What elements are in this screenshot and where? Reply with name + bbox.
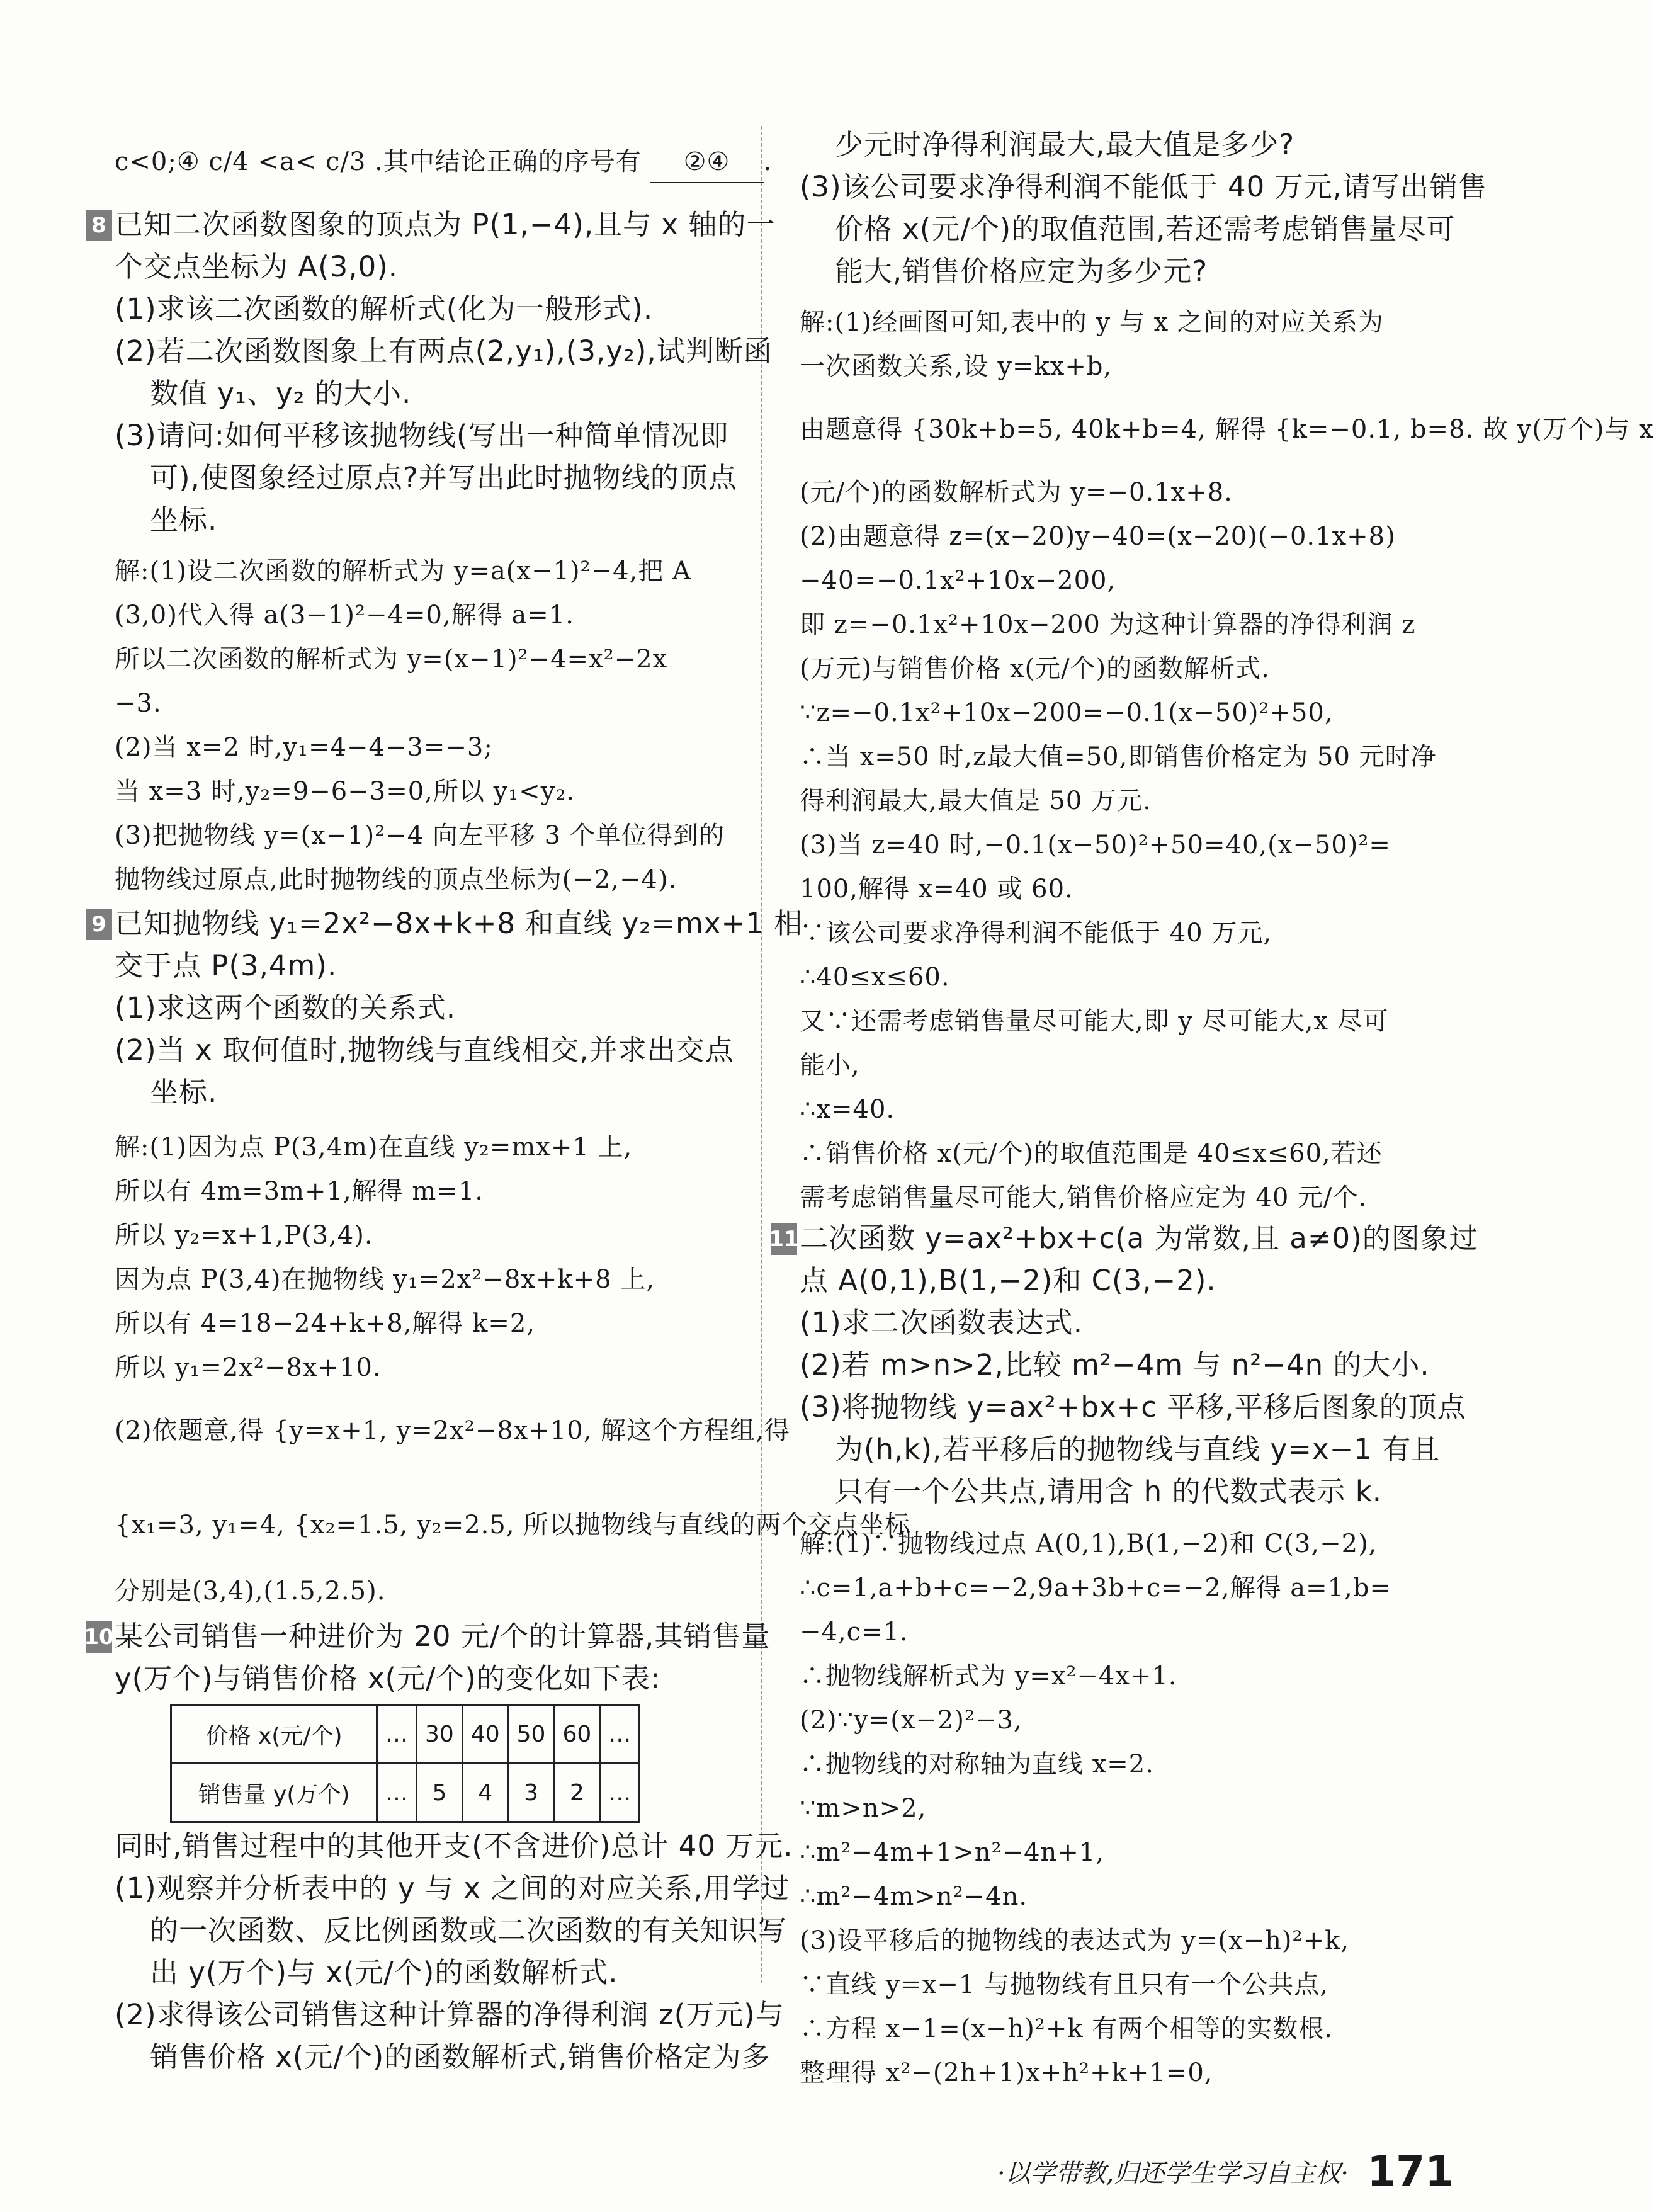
q10c-line-3: 价格 x(元/个)的取值范围,若还需考虑销售量尽可 (835, 212, 1456, 246)
table-cell: 2 (554, 1764, 600, 1822)
question-number-11: 11 (771, 1223, 797, 1255)
table-cell: 50 (508, 1705, 554, 1764)
s10-line-9: ∵z=−0.1x²+10x−200=−0.1(x−50)²+50, (800, 698, 1334, 727)
q10b-line-2: (1)观察并分析表中的 y 与 x 之间的对应关系,用学过 (115, 1871, 790, 1905)
s10-line-5: (2)由题意得 z=(x−20)y−40=(x−20)(−0.1x+8) (800, 522, 1396, 551)
question-number-8: 8 (86, 210, 112, 241)
q9-line-1: 已知抛物线 y₁=2x²−8x+k+8 和直线 y₂=mx+1 相 (115, 907, 803, 940)
s9-line-4: 因为点 P(3,4)在抛物线 y₁=2x²−8x+k+8 上, (115, 1265, 655, 1294)
s10-line-14: ∵该公司要求净得利润不能低于 40 万元, (800, 919, 1272, 948)
s10-line-6: −40=−0.1x²+10x−200, (800, 566, 1116, 595)
s10-line-11: 得利润最大,最大值是 50 万元. (800, 786, 1152, 815)
s10-line-17: 能小, (800, 1051, 860, 1080)
s10-line-13: 100,解得 x=40 或 60. (800, 875, 1073, 904)
s10-line-1: 解:(1)经画图可知,表中的 y 与 x 之间的对应关系为 (800, 308, 1384, 337)
s9-line-1: 解:(1)因为点 P(3,4m)在直线 y₂=mx+1 上, (115, 1133, 633, 1162)
s8-line-8: 抛物线过原点,此时抛物线的顶点坐标为(−2,−4). (115, 865, 677, 894)
page-number: 171 (1367, 2147, 1454, 2196)
q10b-line-1: 同时,销售过程中的其他开支(不含进价)总计 40 万元. (115, 1829, 793, 1863)
q10-line-2: y(万个)与销售价格 x(元/个)的变化如下表: (115, 1662, 661, 1695)
price-sales-table (170, 1704, 640, 1823)
question-number-9: 9 (86, 909, 112, 940)
s11-line-2: ∴c=1,a+b+c=−2,9a+3b+c=−2,解得 a=1,b= (800, 1574, 1391, 1602)
q7-answer: ②④ (650, 142, 764, 183)
q8-line-4: (2)若二次函数图象上有两点(2,y₁),(3,y₂),试判断函 (115, 334, 773, 368)
q11-line-3: (1)求二次函数表达式. (800, 1306, 1084, 1339)
q10b-line-5: (2)求得该公司销售这种计算器的净得利润 z(万元)与 (115, 1998, 785, 2031)
table-cell: 4 (462, 1764, 508, 1822)
s8-line-4: −3. (115, 689, 162, 718)
s9-line-3: 所以 y₂=x+1,P(3,4). (115, 1221, 373, 1250)
table-cell: 40 (462, 1705, 508, 1764)
s10-line-19: ∴销售价格 x(元/个)的取值范围是 40≤x≤60,若还 (800, 1139, 1383, 1168)
s11-line-13: 整理得 x²−(2h+1)x+h²+k+1=0, (800, 2058, 1213, 2087)
q11-line-6: 为(h,k),若平移后的抛物线与直线 y=x−1 有且 (835, 1432, 1441, 1466)
s9-line-8: {x₁=3, y₁=4, {x₂=1.5, y₂=2.5, 所以抛物线与直线的两个交点坐标 (115, 1511, 911, 1540)
q10c-line-4: 能大,销售价格应定为多少元? (835, 254, 1208, 288)
s11-line-12: ∴方程 x−1=(x−h)²+k 有两个相等的实数根. (800, 2014, 1334, 2043)
s11-line-1: 解:(1)∵抛物线过点 A(0,1),B(1,−2)和 C(3,−2), (800, 1529, 1378, 1558)
s8-line-3: 所以二次函数的解析式为 y=(x−1)²−4=x²−2x (115, 645, 668, 674)
q10c-line-1: 少元时净得利润最大,最大值是多少? (835, 128, 1295, 161)
q7-tail-text: c<0;④ c/4 <a< c/3 .其中结论正确的序号有 (115, 147, 642, 176)
s10-line-12: (3)当 z=40 时,−0.1(x−50)²+50=40,(x−50)²= (800, 831, 1391, 859)
q8-line-8: 坐标. (150, 503, 218, 536)
q8-line-2: 个交点坐标为 A(3,0). (115, 250, 399, 283)
s10-line-8: (万元)与销售价格 x(元/个)的函数解析式. (800, 654, 1270, 683)
s8-line-2: (3,0)代入得 a(3−1)²−4=0,解得 a=1. (115, 601, 574, 630)
s10-line-7: 即 z=−0.1x²+10x−200 为这种计算器的净得利润 z (800, 610, 1416, 639)
q9-line-2: 交于点 P(3,4m). (115, 949, 337, 982)
q10b-line-6: 销售价格 x(元/个)的函数解析式,销售价格定为多 (150, 2040, 771, 2073)
s9-line-2: 所以有 4m=3m+1,解得 m=1. (115, 1177, 484, 1206)
q8-line-3: (1)求该二次函数的解析式(化为一般形式). (115, 292, 654, 326)
s10-line-20: 需考虑销售量尽可能大,销售价格应定为 40 元/个. (800, 1183, 1368, 1212)
footer-motto: ·以学带教,归还学生学习自主权· (997, 2159, 1349, 2188)
table-cell: 价格 x(元/个) (171, 1705, 377, 1764)
s11-line-10: (3)设平移后的抛物线的表达式为 y=(x−h)²+k, (800, 1926, 1350, 1955)
s9-line-9: 分别是(3,4),(1.5,2.5). (115, 1577, 386, 1606)
table-cell: … (377, 1705, 417, 1764)
s10-line-15: ∴40≤x≤60. (800, 963, 950, 992)
s10-line-10: ∴当 x=50 时,z最大值=50,即销售价格定为 50 元时净 (800, 742, 1437, 771)
q9-line-5: 坐标. (150, 1075, 218, 1109)
q8-line-7: 可),使图象经过原点?并写出此时抛物线的顶点 (150, 461, 737, 494)
s8-line-6: 当 x=3 时,y₂=9−6−3=0,所以 y₁<y₂. (115, 777, 575, 806)
q8-line-5: 数值 y₁、y₂ 的大小. (150, 377, 412, 410)
q9-line-3: (1)求这两个函数的关系式. (115, 991, 456, 1024)
table-cell: … (377, 1764, 417, 1822)
q8-line-6: (3)请问:如何平移该抛物线(写出一种简单情况即 (115, 419, 729, 452)
q11-line-1: 二次函数 y=ax²+bx+c(a 为常数,且 a≠0)的图象过 (800, 1222, 1478, 1255)
s8-line-7: (3)把抛物线 y=(x−1)²−4 向左平移 3 个单位得到的 (115, 821, 725, 850)
table-cell: … (600, 1705, 640, 1764)
table-cell: 60 (554, 1705, 600, 1764)
s11-line-3: −4,c=1. (800, 1618, 909, 1647)
q10b-line-3: 的一次函数、反比例函数或二次函数的有关知识写 (150, 1914, 788, 1947)
q11-line-7: 只有一个公共点,请用含 h 的代数式表示 k. (835, 1475, 1383, 1508)
s11-line-6: ∴抛物线的对称轴为直线 x=2. (800, 1750, 1154, 1779)
s11-line-5: (2)∵y=(x−2)²−3, (800, 1706, 1022, 1735)
q8-line-1: 已知二次函数图象的顶点为 P(1,−4),且与 x 轴的一 (115, 208, 776, 241)
table-cell: 3 (508, 1764, 554, 1822)
q10c-line-2: (3)该公司要求净得利润不能低于 40 万元,请写出销售 (800, 170, 1487, 203)
table-cell: 销售量 y(万个) (171, 1764, 377, 1822)
q7-tail-line: c<0;④ c/4 <a< c/3 .其中结论正确的序号有 ②④ . (115, 142, 772, 183)
s11-line-11: ∵直线 y=x−1 与抛物线有且只有一个公共点, (800, 1970, 1328, 1999)
q11-line-4: (2)若 m>n>2,比较 m²−4m 与 n²−4n 的大小. (800, 1348, 1430, 1381)
s11-line-8: ∴m²−4m+1>n²−4n+1, (800, 1838, 1104, 1867)
s8-line-5: (2)当 x=2 时,y₁=4−4−3=−3; (115, 733, 493, 762)
q10-line-1: 某公司销售一种进价为 20 元/个的计算器,其销售量 (115, 1619, 771, 1653)
s9-line-6: 所以 y₁=2x²−8x+10. (115, 1353, 382, 1382)
s11-line-7: ∵m>n>2, (800, 1794, 927, 1823)
s8-line-1: 解:(1)设二次函数的解析式为 y=a(x−1)²−4,把 A (115, 557, 691, 586)
q9-line-4: (2)当 x 取何值时,抛物线与直线相交,并求出交点 (115, 1033, 734, 1067)
table-row (171, 1705, 640, 1764)
page-footer (997, 2147, 1454, 2196)
s10-line-18: ∴x=40. (800, 1095, 895, 1124)
s10-line-16: 又∵还需考虑销售量尽可能大,即 y 尽可能大,x 尽可 (800, 1007, 1389, 1036)
s10-line-4: (元/个)的函数解析式为 y=−0.1x+8. (800, 478, 1233, 507)
s11-line-9: ∴m²−4m>n²−4n. (800, 1882, 1028, 1911)
s9-line-7: (2)依题意,得 {y=x+1, y=2x²−8x+10, 解这个方程组,得 (115, 1416, 790, 1445)
table-row (171, 1764, 640, 1822)
q11-line-2: 点 A(0,1),B(1,−2)和 C(3,−2). (800, 1264, 1216, 1297)
q10b-line-4: 出 y(万个)与 x(元/个)的函数解析式. (150, 1956, 618, 1989)
table-cell: 30 (417, 1705, 463, 1764)
q11-line-5: (3)将抛物线 y=ax²+bx+c 平移,平移后图象的顶点 (800, 1390, 1466, 1424)
question-number-10: 10 (86, 1621, 112, 1653)
s10-line-2: 一次函数关系,设 y=kx+b, (800, 352, 1113, 381)
table-cell: … (600, 1764, 640, 1822)
s11-line-4: ∴抛物线解析式为 y=x²−4x+1. (800, 1662, 1177, 1691)
s9-line-5: 所以有 4=18−24+k+8,解得 k=2, (115, 1309, 536, 1338)
column-divider (761, 126, 762, 1983)
table-cell: 5 (417, 1764, 463, 1822)
s10-line-3: 由题意得 {30k+b=5, 40k+b=4, 解得 {k=−0.1, b=8. 故 y(万个)与 x (800, 415, 1654, 444)
